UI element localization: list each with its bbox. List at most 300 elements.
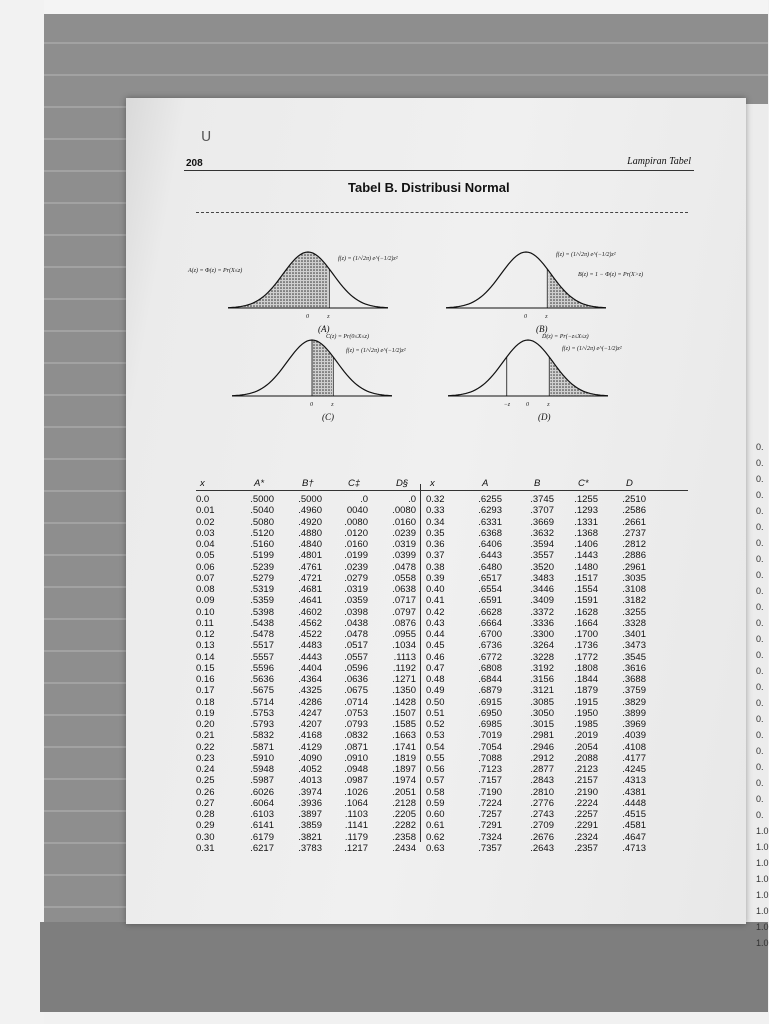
next-page-fragment: 0. xyxy=(756,474,764,484)
table-cell: 0.19 xyxy=(196,707,215,719)
table-cell: .0359 xyxy=(344,595,368,607)
table-cell: .1700 xyxy=(574,629,598,640)
table-cell: .1064 xyxy=(344,797,368,809)
table-cell: .1915 xyxy=(574,696,598,708)
table-cell: .4761 xyxy=(298,561,322,573)
table-cell: .5080 xyxy=(250,516,274,528)
next-page-fragment: 0. xyxy=(756,762,764,772)
table-cell: .3473 xyxy=(622,640,646,652)
table-cell: .2324 xyxy=(574,831,598,843)
table-cell: .6406 xyxy=(478,539,502,550)
table-cell: 0.63 xyxy=(426,842,445,854)
dashed-rule xyxy=(196,212,688,213)
table-cell: .5239 xyxy=(250,561,274,573)
next-page-fragment: 0. xyxy=(756,538,764,548)
table-cell: .3821 xyxy=(298,831,322,843)
next-page-fragment: 0. xyxy=(756,522,764,532)
table-cell: .2054 xyxy=(574,741,598,753)
table-cell: .5987 xyxy=(250,775,274,787)
table-cell: 0.53 xyxy=(426,730,445,742)
bottom-shadow xyxy=(40,922,768,1012)
table-cell: 0.34 xyxy=(426,516,445,528)
figure-c xyxy=(232,333,406,422)
table-cell: .0793 xyxy=(344,719,368,730)
table-cell: .3401 xyxy=(622,629,646,640)
table-cell: .3264 xyxy=(530,640,554,652)
normal-distribution-figures xyxy=(188,248,696,458)
next-page-fragment: 0. xyxy=(756,778,764,788)
table-column-right-2 xyxy=(514,494,554,854)
table-cell: .3707 xyxy=(530,505,554,517)
table-cell: 0.62 xyxy=(426,831,445,843)
table-cell: .6736 xyxy=(478,640,502,652)
table-cell: .2709 xyxy=(530,820,554,832)
table-cell: 0.02 xyxy=(196,516,215,528)
table-cell: .0557 xyxy=(344,651,368,663)
table-cell: .0517 xyxy=(344,640,368,652)
table-cell: .2088 xyxy=(574,752,598,764)
table-cell: .0319 xyxy=(392,539,416,550)
next-page-fragment: 0. xyxy=(756,698,764,708)
table-cell: .6772 xyxy=(478,651,502,663)
table-cell: 0.30 xyxy=(196,831,215,843)
table-cell: 0.51 xyxy=(426,707,445,719)
table-cell: .4247 xyxy=(298,707,322,719)
table-cell: .6950 xyxy=(478,707,502,719)
area-formula: A(z) = Φ(z) = Pr(X≤z) xyxy=(188,268,243,274)
figure-label: (A) xyxy=(318,324,330,334)
table-cell: .2358 xyxy=(392,831,416,843)
table-cell: .5398 xyxy=(250,606,274,618)
axis-mark-neg-z: −z xyxy=(503,402,511,408)
table-cell: .4129 xyxy=(298,741,322,753)
table-cell: .2743 xyxy=(530,809,554,820)
table-cell: .5948 xyxy=(250,764,274,775)
table-cell: .0596 xyxy=(344,662,368,674)
table-cell: .1350 xyxy=(392,685,416,697)
table-cell: .3182 xyxy=(622,595,646,607)
table-cell: .0 xyxy=(360,494,368,505)
table-cell: 0.18 xyxy=(196,696,215,708)
table-cell: .0675 xyxy=(344,685,368,697)
density-formula: f(z) = (1/√2π) e^(−1/2)z² xyxy=(556,252,616,258)
area-formula: C(z) = Pr(0≤X≤z) xyxy=(326,334,369,340)
table-cell: .3974 xyxy=(298,786,322,798)
table-cell: .5675 xyxy=(250,685,274,697)
table-cell: 0.28 xyxy=(196,809,215,820)
table-cell: .3108 xyxy=(622,584,646,595)
column-header-right-0: x xyxy=(430,478,435,489)
table-cell: .2946 xyxy=(530,741,554,753)
table-cell: .5517 xyxy=(250,640,274,652)
table-cell: .4840 xyxy=(298,539,322,550)
table-cell: .6591 xyxy=(478,595,502,607)
table-column-left-3 xyxy=(328,494,368,854)
table-cell: .5359 xyxy=(250,595,274,607)
figure-label: (D) xyxy=(538,412,551,422)
table-cell: .4052 xyxy=(298,764,322,775)
table-cell: 0.23 xyxy=(196,752,215,764)
table-cell: .5000 xyxy=(298,494,322,505)
table-cell: .2357 xyxy=(574,842,598,854)
table-cell: .6554 xyxy=(478,584,502,595)
table-cell: .7291 xyxy=(478,820,502,832)
next-page-fragment: 0. xyxy=(756,730,764,740)
figure-b xyxy=(446,251,643,334)
table-cell: .4602 xyxy=(298,606,322,618)
table-cell: .1480 xyxy=(574,561,598,573)
column-header-right-4: D xyxy=(626,478,633,489)
table-header-rule xyxy=(196,490,688,491)
table-cell: .0797 xyxy=(392,606,416,618)
table-cell: .1293 xyxy=(574,505,598,517)
table-cell: .1331 xyxy=(574,516,598,528)
table-cell: .2912 xyxy=(530,752,554,764)
table-cell: .1741 xyxy=(392,741,416,753)
table-cell: .6103 xyxy=(250,809,274,820)
table-cell: .2812 xyxy=(622,539,646,550)
table-cell: .4515 xyxy=(622,809,646,820)
table-cell: .2257 xyxy=(574,809,598,820)
table-cell: .3228 xyxy=(530,651,554,663)
table-cell: 0.17 xyxy=(196,685,215,697)
table-cell: .2019 xyxy=(574,730,598,742)
table-cell: .2157 xyxy=(574,775,598,787)
table-cell: 0.07 xyxy=(196,572,215,584)
density-formula: f(z) = (1/√2π) e^(−1/2)z² xyxy=(346,348,406,354)
shaded-area xyxy=(551,359,609,396)
table-cell: .3520 xyxy=(530,561,554,573)
table-cell: 0.49 xyxy=(426,685,445,697)
table-cell: .0871 xyxy=(344,741,368,753)
table-cell: .1554 xyxy=(574,584,598,595)
table-cell: .4681 xyxy=(298,584,322,595)
table-cell: .5871 xyxy=(250,741,274,753)
next-page-fragment: 1.0 xyxy=(756,938,769,948)
table-cell: .1026 xyxy=(344,786,368,798)
next-page-fragment: 1.0 xyxy=(756,826,769,836)
next-page-fragment: 0. xyxy=(756,506,764,516)
table-column-left-1 xyxy=(234,494,274,854)
table-cell: .0438 xyxy=(344,617,368,629)
table-cell: .0478 xyxy=(344,629,368,640)
table-cell: .2737 xyxy=(622,527,646,539)
table-cell: 0.21 xyxy=(196,730,215,742)
table-cell: 0.05 xyxy=(196,550,215,562)
table-cell: .5438 xyxy=(250,617,274,629)
table-cell: .4647 xyxy=(622,831,646,843)
table-cell: .4039 xyxy=(622,730,646,742)
table-cell: .4313 xyxy=(622,775,646,787)
table-cell: 0.26 xyxy=(196,786,215,798)
table-cell: .3192 xyxy=(530,662,554,674)
table-cell: 0.08 xyxy=(196,584,215,595)
next-page-fragment: 0. xyxy=(756,618,764,628)
table-cell: .2661 xyxy=(622,516,646,528)
table-cell: .0753 xyxy=(344,707,368,719)
table-cell: .4404 xyxy=(298,662,322,674)
table-cell: .6368 xyxy=(478,527,502,539)
pencil-mark: ᑌ xyxy=(201,128,212,144)
column-header-left-1: A* xyxy=(254,478,265,489)
table-cell: .2586 xyxy=(622,505,646,517)
table-cell: .3409 xyxy=(530,595,554,607)
next-page-fragment: 0. xyxy=(756,666,764,676)
table-cell: .4448 xyxy=(622,797,646,809)
table-cell: 0.54 xyxy=(426,741,445,753)
table-cell: .2643 xyxy=(530,842,554,854)
table-cell: 0.01 xyxy=(196,505,215,517)
table-cell: .3969 xyxy=(622,719,646,730)
table-cell: .3829 xyxy=(622,696,646,708)
table-cell: 0.27 xyxy=(196,797,215,809)
table-cell: .1664 xyxy=(574,617,598,629)
table-cell: .6064 xyxy=(250,797,274,809)
table-cell: 0.37 xyxy=(426,550,445,562)
table-cell: .6293 xyxy=(478,505,502,517)
table-cell: 0.61 xyxy=(426,820,445,832)
table-cell: .7324 xyxy=(478,831,502,843)
next-page-fragment: 0. xyxy=(756,458,764,468)
table-cell: 0.60 xyxy=(426,809,445,820)
table-cell: .1591 xyxy=(574,595,598,607)
table-cell: .7157 xyxy=(478,775,502,787)
table-cell: .6700 xyxy=(478,629,502,640)
table-cell: 0.20 xyxy=(196,719,215,730)
table-cell: .3255 xyxy=(622,606,646,618)
table-cell: .4177 xyxy=(622,752,646,764)
table-cell: .2843 xyxy=(530,775,554,787)
table-cell: .5714 xyxy=(250,696,274,708)
table-cell: 0.14 xyxy=(196,651,215,663)
table-cell: .6664 xyxy=(478,617,502,629)
table-cell: .4483 xyxy=(298,640,322,652)
table-cell: .1406 xyxy=(574,539,598,550)
table-cell: .0955 xyxy=(392,629,416,640)
axis-mark-zero: 0 xyxy=(526,402,529,408)
next-page-fragment: 0. xyxy=(756,586,764,596)
table-cell: 0.11 xyxy=(196,617,214,629)
table-cell: .1217 xyxy=(344,842,368,854)
table-cell: 0.24 xyxy=(196,764,215,775)
table-cell: .3859 xyxy=(298,820,322,832)
table-cell: 0.48 xyxy=(426,674,445,685)
table-cell: .1034 xyxy=(392,640,416,652)
table-cell: .0558 xyxy=(392,572,416,584)
table-cell: .6985 xyxy=(478,719,502,730)
table-cell: .3783 xyxy=(298,842,322,854)
next-page-fragment: 0. xyxy=(756,554,764,564)
table-cell: .1507 xyxy=(392,707,416,719)
table-cell: .6255 xyxy=(478,494,502,505)
table-cell: .2510 xyxy=(622,494,646,505)
table-cell: 0.09 xyxy=(196,595,215,607)
table-cell: .3336 xyxy=(530,617,554,629)
table-cell: .0160 xyxy=(344,539,368,550)
table-cell: .7054 xyxy=(478,741,502,753)
table-cell: 0.45 xyxy=(426,640,445,652)
table-cell: 0.31 xyxy=(196,842,215,854)
table-cell: .1428 xyxy=(392,696,416,708)
table-cell: .2886 xyxy=(622,550,646,562)
axis-mark-z: z xyxy=(327,314,330,320)
figure-a xyxy=(187,252,398,334)
table-cell: 0.13 xyxy=(196,640,215,652)
table-cell: .6179 xyxy=(250,831,274,843)
table-cell: .6844 xyxy=(478,674,502,685)
table-cell: .0398 xyxy=(344,606,368,618)
table-cell: .7088 xyxy=(478,752,502,764)
next-page-fragment: 0. xyxy=(756,794,764,804)
table-cell: .1141 xyxy=(344,820,368,832)
table-cell: .0279 xyxy=(344,572,368,584)
next-page-fragment: 0. xyxy=(756,570,764,580)
table-cell: .5478 xyxy=(250,629,274,640)
table-column-right-3 xyxy=(558,494,598,854)
table-cell: .0120 xyxy=(344,527,368,539)
next-page-fragment: 0. xyxy=(756,746,764,756)
column-header-right-2: B xyxy=(534,478,541,489)
table-cell: .3300 xyxy=(530,629,554,640)
table-cell: .0239 xyxy=(344,561,368,573)
table-cell: .3050 xyxy=(530,707,554,719)
axis-mark-zero: 0 xyxy=(306,314,309,320)
table-cell: 0.46 xyxy=(426,651,445,663)
table-cell: .0478 xyxy=(392,561,416,573)
next-page-fragment: 0. xyxy=(756,714,764,724)
figure-label: (B) xyxy=(536,324,548,334)
table-cell: .6628 xyxy=(478,606,502,618)
table-cell: .0948 xyxy=(344,764,368,775)
table-cell: .3121 xyxy=(530,685,554,697)
table-cell: .1628 xyxy=(574,606,598,618)
table-cell: .5120 xyxy=(250,527,274,539)
column-header-right-3: C* xyxy=(578,478,589,489)
table-cell: .4168 xyxy=(298,730,322,742)
table-column-right-1 xyxy=(462,494,502,854)
table-cell: 0.40 xyxy=(426,584,445,595)
table-cell: .2676 xyxy=(530,831,554,843)
table-cell: .5040 xyxy=(250,505,274,517)
table-cell: .4721 xyxy=(298,572,322,584)
density-curve xyxy=(446,252,606,308)
table-cell: .7357 xyxy=(478,842,502,854)
table-cell: .4960 xyxy=(298,505,322,517)
table-cell: .5596 xyxy=(250,662,274,674)
table-cell: .1897 xyxy=(392,764,416,775)
table-cell: .1736 xyxy=(574,640,598,652)
table-cell: .3015 xyxy=(530,719,554,730)
table-cell: .3085 xyxy=(530,696,554,708)
table-cell: 0.57 xyxy=(426,775,445,787)
table-cell: .0160 xyxy=(392,516,416,528)
table-cell: .3483 xyxy=(530,572,554,584)
table-cell: .2190 xyxy=(574,786,598,798)
table-cell: .4562 xyxy=(298,617,322,629)
table-cell: .3688 xyxy=(622,674,646,685)
table-cell: .4443 xyxy=(298,651,322,663)
table-cell: .4381 xyxy=(622,786,646,798)
table-cell: .6217 xyxy=(250,842,274,854)
table-cell: 0.04 xyxy=(196,539,215,550)
table-cell: 0.0 xyxy=(196,494,210,505)
table-cell: .5279 xyxy=(250,572,274,584)
table-cell: .3616 xyxy=(622,662,646,674)
table-cell: 0.29 xyxy=(196,820,215,832)
table-cell: .2123 xyxy=(574,764,598,775)
book-page xyxy=(126,98,746,924)
table-cell: .1950 xyxy=(574,707,598,719)
table-cell: 0.38 xyxy=(426,561,445,573)
table-cell: .5636 xyxy=(250,674,274,685)
table-column-left-0 xyxy=(196,494,228,854)
table-cell: .2128 xyxy=(392,797,416,809)
table-cell: .1103 xyxy=(344,809,368,820)
table-cell: .1772 xyxy=(574,651,598,663)
table-cell: 0.35 xyxy=(426,527,445,539)
table-cell: .0717 xyxy=(392,595,416,607)
column-header-left-3: C‡ xyxy=(348,478,361,489)
table-cell: .4090 xyxy=(298,752,322,764)
left-margin xyxy=(0,0,44,1024)
table-cell: .6026 xyxy=(250,786,274,798)
table-cell: 0.03 xyxy=(196,527,215,539)
table-cell: .2282 xyxy=(392,820,416,832)
table-column-left-2 xyxy=(282,494,322,854)
table-cell: 0.43 xyxy=(426,617,445,629)
table-cell: .5199 xyxy=(250,550,274,562)
table-cell: .2205 xyxy=(392,809,416,820)
next-page-fragment: 0. xyxy=(756,810,764,820)
column-header-left-2: B† xyxy=(302,478,314,489)
area-formula: B(z) = 1 − Φ(z) = Pr(X>z) xyxy=(578,272,644,278)
table-cell: 0.41 xyxy=(426,595,445,607)
table-cell: 0.06 xyxy=(196,561,215,573)
table-cell: .1368 xyxy=(574,527,598,539)
table-cell: .0876 xyxy=(392,617,416,629)
table-cell: .4641 xyxy=(298,595,322,607)
axis-mark-z: z xyxy=(547,402,550,408)
table-cell: 0.56 xyxy=(426,764,445,775)
table-cell: .1974 xyxy=(392,775,416,787)
table-cell: .3372 xyxy=(530,606,554,618)
next-page-fragment: 1.0 xyxy=(756,858,769,868)
table-cell: .0199 xyxy=(344,550,368,562)
table-cell: .4880 xyxy=(298,527,322,539)
table-cell: .3936 xyxy=(298,797,322,809)
table-cell: .5793 xyxy=(250,719,274,730)
table-cell: .1985 xyxy=(574,719,598,730)
table-cell: 0.50 xyxy=(426,696,445,708)
table-cell: .7190 xyxy=(478,786,502,798)
table-cell: .6480 xyxy=(478,561,502,573)
table-cell: .0714 xyxy=(344,696,368,708)
table-cell: .0832 xyxy=(344,730,368,742)
table-cell: .2434 xyxy=(392,842,416,854)
table-cell: .6808 xyxy=(478,662,502,674)
table-cell: .0638 xyxy=(392,584,416,595)
table-cell: .3545 xyxy=(622,651,646,663)
table-cell: 0.12 xyxy=(196,629,215,640)
table-cell: .3557 xyxy=(530,550,554,562)
table-cell: .3035 xyxy=(622,572,646,584)
table-cell: .3156 xyxy=(530,674,554,685)
next-page-fragment: 0. xyxy=(756,490,764,500)
table-cell: .2224 xyxy=(574,797,598,809)
table-cell: .1663 xyxy=(392,730,416,742)
table-cell: .7019 xyxy=(478,730,502,742)
table-column-right-4 xyxy=(606,494,646,854)
